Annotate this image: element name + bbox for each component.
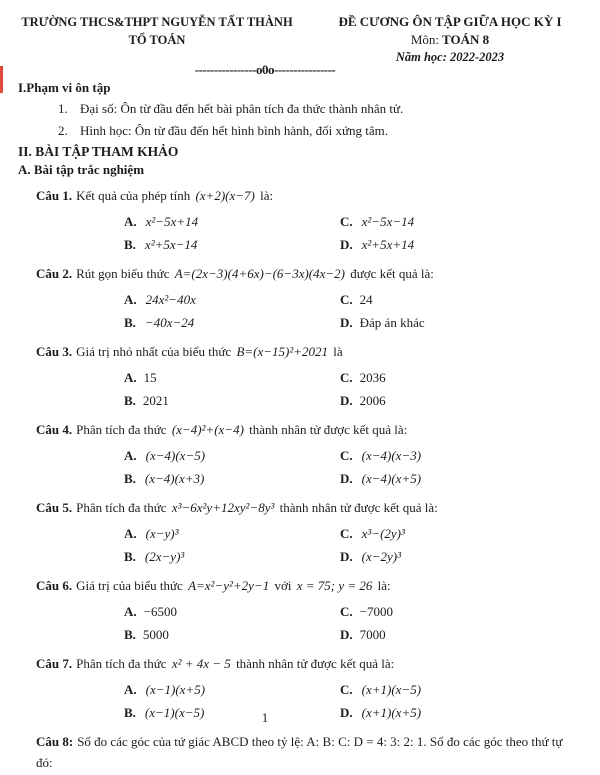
reference-heading: II. BÀI TẬP THAM KHẢO [18, 144, 179, 159]
answer-option [340, 234, 582, 257]
option-value: (x−2y)³ [361, 548, 402, 564]
math-expression: B=(x−15)²+2021 [236, 344, 329, 359]
option-value: (x+1)(x+5) [361, 704, 422, 720]
option-value: x²−5x+14 [145, 214, 199, 229]
question-text: thành nhân tử được kết quả là: [245, 422, 408, 437]
option-letter: B. [124, 704, 136, 720]
question-line [36, 731, 582, 773]
answer-option [124, 367, 340, 390]
list-number: 2. [58, 122, 68, 138]
option-letter: D. [340, 392, 353, 408]
page-number: 1 [261, 710, 269, 725]
question-text: Kết quả của phép tính [76, 188, 194, 203]
answer-option [340, 601, 582, 624]
school-year: Năm học: 2022-2023 [395, 50, 505, 64]
answer-option [124, 523, 340, 546]
option-value: −6500 [143, 604, 177, 619]
department-name: TỔ TOÁN [128, 33, 186, 47]
option-value: (x−4)(x−5) [145, 448, 206, 463]
question-line [36, 497, 582, 518]
document-title: ĐỀ CƯƠNG ÔN TẬP GIỮA HỌC KỲ I [338, 14, 562, 29]
question-text: thành nhân tử được kết quả là: [276, 500, 438, 515]
question-line [36, 419, 582, 440]
option-letter: A. [124, 682, 137, 697]
answer-option [124, 390, 340, 413]
option-letter: C. [340, 526, 353, 541]
scope-heading: I.Phạm vi ôn tập [18, 80, 111, 95]
option-letter: C. [340, 292, 353, 307]
question-text: Phân tích đa thức [76, 656, 170, 671]
answer-option [340, 367, 582, 390]
option-letter: C. [340, 214, 353, 229]
scope-item [58, 120, 582, 142]
option-letter: A. [124, 526, 137, 541]
answer-option [124, 211, 340, 234]
multiple-choice-heading: A. Bài tập trắc nghiệm [18, 162, 145, 177]
question-text: Giá trị của biểu thức [76, 578, 187, 593]
question-text: Phân tích đa thức [76, 500, 170, 515]
question-line [36, 653, 582, 674]
question-text: là [330, 344, 343, 359]
answer-option [124, 312, 340, 335]
question-block [36, 731, 582, 773]
answer-option [340, 546, 582, 569]
question-text: Rút gọn biểu thức [76, 266, 173, 281]
scope-item [58, 98, 582, 120]
option-value: 5000 [142, 626, 169, 642]
question-label: Câu 3. [36, 344, 73, 359]
question-block [36, 497, 582, 568]
scope-item-text: Đại số: Ôn từ đầu đến hết bài phân tích đa thức thành nhân tử. [80, 101, 404, 116]
option-value: Đáp án khác [359, 314, 425, 330]
question-label: Câu 1. [36, 188, 73, 203]
subject-line [312, 31, 588, 48]
option-value: −40x−24 [144, 314, 195, 330]
subject-name: TOÁN 8 [442, 32, 490, 47]
question-text: là: [256, 188, 274, 203]
questions [36, 185, 582, 773]
options-grid [36, 523, 582, 568]
options-grid [36, 445, 582, 490]
option-letter: A. [124, 214, 137, 229]
list-number: 1. [58, 101, 68, 116]
math-expression: (x−4)²+(x−4) [171, 422, 244, 437]
answer-option [124, 289, 340, 312]
option-letter: C. [340, 682, 353, 697]
subject-label: Môn: [410, 32, 440, 47]
option-value: 7000 [359, 626, 386, 642]
question-text: thành nhân tử được kết quả là: [232, 656, 395, 671]
question-block [36, 263, 582, 334]
option-value: 24x²−40x [145, 292, 196, 307]
option-letter: A. [124, 448, 137, 463]
answer-option [124, 445, 340, 468]
math-expression: x = 75; y = 26 [296, 578, 373, 593]
option-value: (2x−y)³ [144, 548, 185, 564]
option-value: x²+5x−14 [144, 236, 198, 252]
question-block [36, 341, 582, 412]
question-block [36, 575, 582, 646]
header-title-block [312, 13, 588, 66]
option-value: 24 [359, 292, 373, 307]
option-value: 2021 [142, 392, 169, 408]
option-letter: D. [340, 314, 353, 330]
question-line [36, 185, 582, 206]
option-letter: A. [124, 370, 137, 385]
option-value: (x−4)(x+3) [144, 470, 205, 486]
question-line [36, 341, 582, 362]
answer-option [340, 679, 582, 702]
answer-option [124, 546, 340, 569]
option-letter: B. [124, 392, 136, 408]
question-label: Câu 8: [36, 734, 74, 749]
option-letter: B. [124, 470, 136, 486]
question-text: Số đo các góc của tứ giác ABCD theo tỷ lệ: A: B: C: D = 4: 3: 2: 1. Số đo các góc theo thứ tự đó: [36, 734, 563, 770]
option-letter: D. [340, 626, 353, 642]
question-line [36, 263, 582, 284]
option-value: (x−4)(x+5) [361, 470, 422, 486]
answer-option [340, 468, 582, 491]
option-value: 2036 [359, 370, 386, 385]
answer-option [124, 624, 340, 647]
option-letter: B. [124, 626, 136, 642]
option-value: (x−4)(x−3) [361, 448, 422, 463]
question-block [36, 419, 582, 490]
option-value: (x−y)³ [145, 526, 179, 541]
math-expression: x³−6x²y+12xy²−8y³ [171, 500, 275, 515]
answer-option [340, 390, 582, 413]
math-expression: (x+2)(x−7) [195, 188, 255, 203]
question-text: với [271, 578, 295, 593]
question-text: Phân tích đa thức [76, 422, 170, 437]
question-text: là: [374, 578, 391, 593]
option-letter: D. [340, 548, 353, 564]
option-value: −7000 [359, 604, 393, 619]
answer-option [340, 523, 582, 546]
document-body [18, 80, 582, 775]
options-grid [36, 289, 582, 334]
answer-option [124, 601, 340, 624]
question-label: Câu 5. [36, 500, 73, 515]
option-letter: D. [340, 236, 353, 252]
option-value: 15 [143, 370, 157, 385]
question-label: Câu 2. [36, 266, 73, 281]
ornamental-divider: ----------------o0o---------------- [194, 62, 336, 77]
answer-option [124, 679, 340, 702]
option-letter: B. [124, 236, 136, 252]
option-letter: C. [340, 448, 353, 463]
question-block [36, 185, 582, 256]
option-value: (x−1)(x−5) [144, 704, 205, 720]
answer-option [340, 211, 582, 234]
option-letter: A. [124, 604, 137, 619]
answer-option [124, 234, 340, 257]
question-label: Câu 4. [36, 422, 73, 437]
options-grid [36, 211, 582, 256]
option-letter: D. [340, 704, 353, 720]
option-value: (x+1)(x−5) [361, 682, 422, 697]
option-value: x³−(2y)³ [361, 526, 405, 541]
math-expression: A=x²−y²+2y−1 [188, 578, 270, 593]
options-grid [36, 601, 582, 646]
option-letter: C. [340, 604, 353, 619]
math-expression: x² + 4x − 5 [171, 656, 231, 671]
question-label: Câu 7. [36, 656, 73, 671]
question-label: Câu 6. [36, 578, 73, 593]
answer-option [340, 312, 582, 335]
option-value: x²−5x−14 [361, 214, 415, 229]
question-text: được kết quả là: [347, 266, 434, 281]
answer-option [340, 624, 582, 647]
question-text: Giá trị nhỏ nhất của biểu thức [76, 344, 235, 359]
option-letter: B. [124, 548, 136, 564]
school-name: TRƯỜNG THCS&THPT NGUYỄN TẤT THÀNH [21, 15, 293, 29]
answer-option [340, 289, 582, 312]
header-school-block [8, 13, 306, 49]
option-letter: D. [340, 470, 353, 486]
question-line [36, 575, 582, 596]
option-letter: A. [124, 292, 137, 307]
math-expression: A=(2x−3)(4+6x)−(6−3x)(4x−2) [174, 266, 346, 281]
answer-option [340, 445, 582, 468]
option-value: (x−1)(x+5) [145, 682, 206, 697]
option-letter: C. [340, 370, 353, 385]
option-value: x²+5x+14 [361, 236, 415, 252]
answer-option [124, 468, 340, 491]
options-grid [36, 367, 582, 412]
option-value: 2006 [359, 392, 386, 408]
option-letter: B. [124, 314, 136, 330]
scope-item-text: Hình học: Ôn từ đầu đến hết hình bình hành, đối xứng tâm. [80, 122, 388, 138]
